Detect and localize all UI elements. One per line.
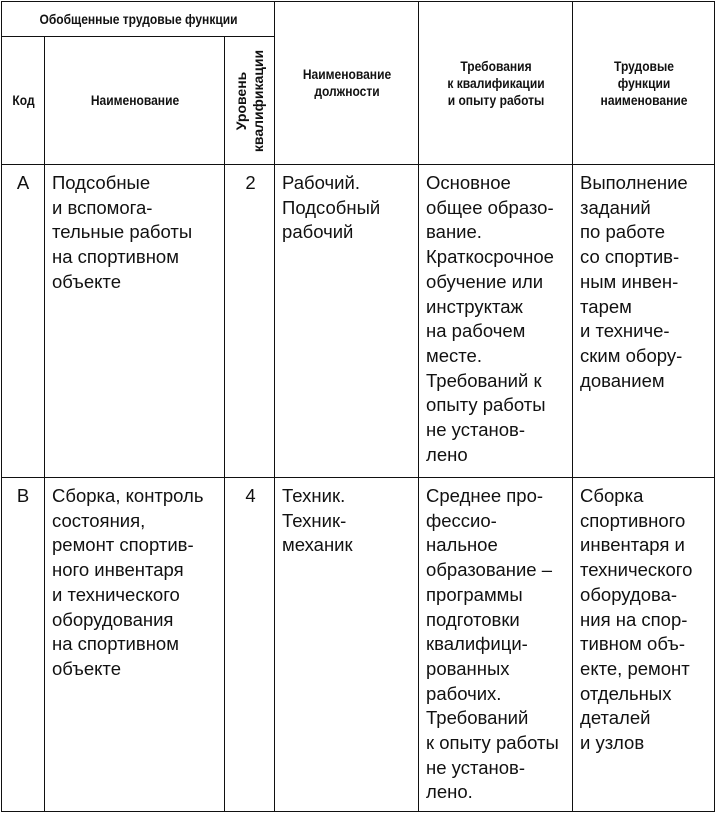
cell-functions: Выполнение заданий по работе со спортив- ным инвен- тарем и техниче- ским обору- дованием	[573, 165, 715, 478]
header-requirements: Требования к квалификации и опыту работы	[429, 2, 561, 165]
group-header-generalized-functions: Обобщенные трудовые функции	[21, 2, 256, 37]
qualification-table	[1, 1, 715, 812]
header-position-name: Наименование должности	[285, 2, 409, 165]
cell-level: 2	[225, 165, 275, 478]
header-qualification-level	[225, 37, 275, 165]
table-row	[2, 478, 715, 812]
cell-functions: Сборка спортивного инвентаря и технического оборудова- ния на спор- тивном объ- екте, ремонт отдельных деталей и узлов	[573, 478, 715, 812]
cell-position: Техник. Техник- механик	[275, 478, 419, 812]
cell-code: В	[2, 478, 45, 812]
header-level-line2: квалификации	[249, 49, 266, 152]
cell-name: Подсобные и вспомога- тельные работы на спортивном объекте	[45, 165, 225, 478]
cell-code: А	[2, 165, 45, 478]
header-labor-functions: Трудовые функции наименование	[582, 2, 704, 165]
header-name: Наименование	[57, 37, 212, 165]
cell-requirements: Основное общее образо- вание. Краткосрочное обучение или инструктаж на рабочем месте. Требований к опыту работы не установ- лено	[419, 165, 573, 478]
cell-level: 4	[225, 478, 275, 812]
cell-position: Рабочий. Подсобный рабочий	[275, 165, 419, 478]
cell-requirements: Среднее про- фессио- нальное образование – программы подготовки квалифици- рованных рабочих. Требований к опыту работы не установ- лено.	[419, 478, 573, 812]
table-row	[2, 165, 715, 478]
cell-name: Сборка, контроль состояния, ремонт спортив- ного инвентаря и технического оборудования на спортивном объекте	[45, 478, 225, 812]
header-code: Код	[5, 37, 42, 165]
header-level-line1: Уровень	[232, 71, 249, 130]
